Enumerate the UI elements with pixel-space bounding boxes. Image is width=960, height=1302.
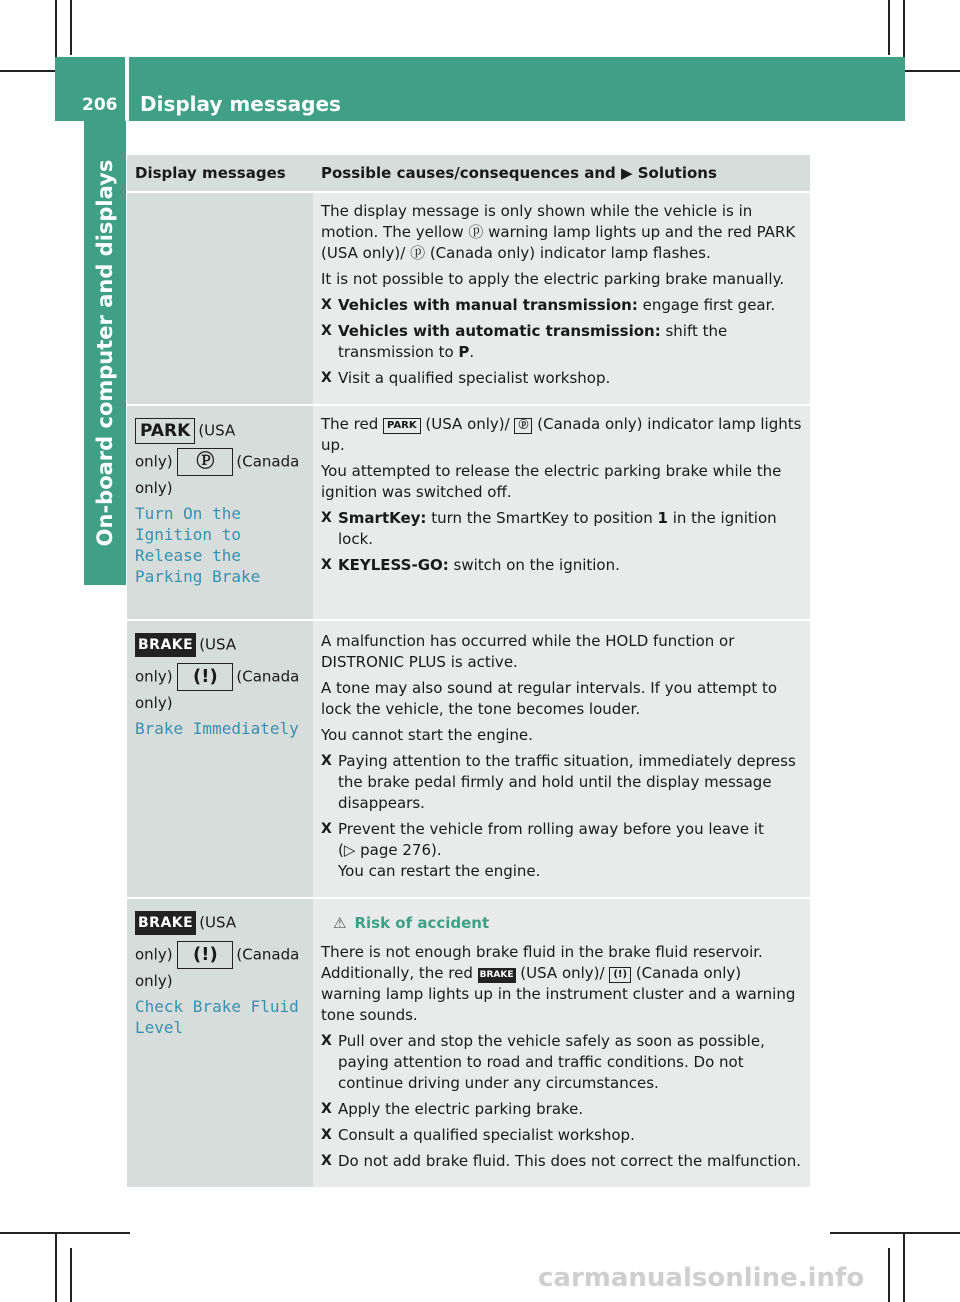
usa-label: (USA xyxy=(199,913,237,932)
canada-label: (Canada xyxy=(236,945,300,964)
table-row xyxy=(127,898,810,1187)
display-message-text: Turn On the Ignition to Release the Parking Brake xyxy=(135,504,261,586)
step-marker-icon: X xyxy=(321,557,332,573)
usa-label: (USA xyxy=(198,421,236,440)
spacer xyxy=(321,581,802,609)
table-row xyxy=(127,620,810,898)
icon-line xyxy=(135,418,305,444)
step-text: Prevent the vehicle from rolling away before you leave it xyxy=(338,820,764,838)
parking-brake-icon: ⓟ xyxy=(514,418,532,434)
paragraph: You cannot start the engine. xyxy=(321,726,533,744)
step-item xyxy=(321,321,802,363)
brake-warning-icon: (!) xyxy=(609,967,631,983)
message-cell xyxy=(127,620,313,898)
step-item xyxy=(321,819,802,882)
table-row xyxy=(127,192,810,405)
icon-line xyxy=(135,911,305,935)
page-number: 206 xyxy=(82,95,118,115)
text-span: Additionally, the red xyxy=(321,964,478,982)
crop-mark xyxy=(0,1232,130,1234)
only-label: only) xyxy=(135,452,173,471)
step-item xyxy=(321,295,802,316)
message-cell xyxy=(127,405,313,620)
crop-mark xyxy=(888,0,890,55)
only-label: only) xyxy=(135,945,173,964)
paragraph: There is not enough brake fluid in the brake fluid reservoir. xyxy=(321,943,763,961)
step-marker-icon: X xyxy=(321,1153,332,1169)
header-causes-solutions: Possible causes/consequences and ▶ Solutions xyxy=(313,155,810,192)
warning-triangle-icon: ⚠ xyxy=(333,914,347,932)
step-item xyxy=(321,1125,802,1146)
paragraph: It is not possible to apply the electric parking brake manually. xyxy=(321,270,785,288)
parking-brake-icon: Ⓟ xyxy=(177,448,233,476)
step-marker-icon: X xyxy=(321,1127,332,1143)
brake-icon: BRAKE xyxy=(478,968,516,983)
crop-mark xyxy=(830,1232,960,1234)
step-text: Consult a qualified specialist workshop. xyxy=(338,1126,635,1144)
step-text: switch on the ignition. xyxy=(448,556,620,574)
step-end: in the ignition lock. xyxy=(338,509,777,548)
step-text: shift the transmission to xyxy=(338,322,728,361)
display-message-text: Check Brake Fluid Level xyxy=(135,997,299,1037)
brake-icon: BRAKE xyxy=(135,911,196,935)
step-item xyxy=(321,555,802,576)
icon-line xyxy=(135,633,305,657)
step-item xyxy=(321,368,802,389)
step-text: engage first gear. xyxy=(637,296,776,314)
solution-cell xyxy=(313,405,810,620)
step-text: You can restart the engine. xyxy=(338,862,541,880)
step-item xyxy=(321,1151,802,1172)
icon-line xyxy=(135,663,305,691)
gear-p: P xyxy=(458,343,470,361)
table-row xyxy=(127,405,810,620)
step-text: turn the SmartKey to position xyxy=(426,509,658,527)
paragraph: A malfunction has occurred while the HOLD function or DISTRONIC PLUS is active. xyxy=(321,632,735,671)
step-marker-icon: X xyxy=(321,510,332,526)
only-label: only) xyxy=(135,972,173,990)
header-display-messages: Display messages xyxy=(127,155,313,192)
step-text: Do not add brake fluid. This does not correct the malfunction. xyxy=(338,1152,801,1170)
chapter-title: Display messages xyxy=(140,92,341,116)
step-text: Pull over and stop the vehicle safely as soon as possible, paying attention to road and traffic conditions. Do not continue driving under any circumstances. xyxy=(338,1032,765,1092)
step-end: . xyxy=(469,343,475,361)
step-label: KEYLESS-GO: xyxy=(338,556,449,574)
page-reference-link[interactable]: (▷ page 276). xyxy=(338,841,442,859)
step-text: Apply the electric parking brake. xyxy=(338,1100,584,1118)
step-item xyxy=(321,1099,802,1120)
canada-label: (Canada xyxy=(236,452,300,471)
canada-label: (Canada xyxy=(236,667,300,686)
brake-warning-icon: (!) xyxy=(177,663,233,691)
crop-mark xyxy=(903,1232,905,1302)
text-span: (USA only)/ xyxy=(420,415,515,433)
display-message-text: Brake Immediately xyxy=(135,719,299,738)
paragraph xyxy=(321,963,802,1026)
header-divider xyxy=(125,57,129,121)
crop-mark xyxy=(70,0,72,55)
step-label: SmartKey: xyxy=(338,509,427,527)
crop-mark xyxy=(888,1248,890,1302)
park-icon: PARK xyxy=(135,418,195,444)
position-number: 1 xyxy=(657,509,668,527)
paragraph: The display message is only shown while the vehicle is in motion. The yellow ⓟ warning lamp lights up and the red PARK (USA only)/ ⓟ (Canada only) indicator lamp flashes. xyxy=(321,202,796,262)
step-marker-icon: X xyxy=(321,323,332,339)
text-span: (Canada only) indicator lamp lights up. xyxy=(321,415,802,454)
step-text: Paying attention to the traffic situation, immediately depress the brake pedal firmly and hold until the display message disappears. xyxy=(338,752,796,812)
solution-cell xyxy=(313,192,810,405)
paragraph xyxy=(321,414,802,456)
brake-icon: BRAKE xyxy=(135,633,196,657)
watermark: carmanualsonline.info xyxy=(538,1263,865,1293)
park-icon: PARK xyxy=(383,418,421,434)
crop-mark xyxy=(55,1232,57,1302)
step-marker-icon: X xyxy=(321,1033,332,1049)
step-text: Visit a qualified specialist workshop. xyxy=(338,369,611,387)
warning-text: Risk of accident xyxy=(354,914,490,932)
solution-cell xyxy=(313,620,810,898)
step-marker-icon: X xyxy=(321,297,332,313)
text-span: (Canada only) warning lamp lights up in the instrument cluster and a warning tone sounds. xyxy=(321,964,796,1024)
paragraph: A tone may also sound at regular intervals. If you attempt to lock the vehicle, the tone becomes louder. xyxy=(321,679,778,718)
brake-warning-icon: (!) xyxy=(177,941,233,969)
only-label: only) xyxy=(135,479,173,497)
table-header-row xyxy=(127,155,810,192)
step-item xyxy=(321,751,802,814)
text-span: The red xyxy=(321,415,384,433)
solution-cell xyxy=(313,898,810,1187)
step-marker-icon: X xyxy=(321,1101,332,1117)
only-label: only) xyxy=(135,667,173,686)
icon-line xyxy=(135,448,305,476)
text-span: (USA only)/ xyxy=(515,964,610,982)
step-item xyxy=(321,1031,802,1094)
step-label: Vehicles with automatic transmission: xyxy=(338,322,661,340)
display-messages-table xyxy=(127,155,810,1187)
only-label: only) xyxy=(135,694,173,712)
message-cell xyxy=(127,192,313,405)
icon-line xyxy=(135,941,305,969)
step-label: Vehicles with manual transmission: xyxy=(338,296,638,314)
crop-mark xyxy=(70,1248,72,1302)
paragraph: You attempted to release the electric parking brake while the ignition was switched off. xyxy=(321,462,782,501)
warning-heading xyxy=(321,913,802,934)
side-tab-text: On-board computer and displays xyxy=(93,159,117,547)
message-cell xyxy=(127,898,313,1187)
step-marker-icon: X xyxy=(321,753,332,769)
step-marker-icon: X xyxy=(321,370,332,386)
step-item xyxy=(321,508,802,550)
usa-label: (USA xyxy=(199,635,237,654)
step-marker-icon: X xyxy=(321,821,332,837)
